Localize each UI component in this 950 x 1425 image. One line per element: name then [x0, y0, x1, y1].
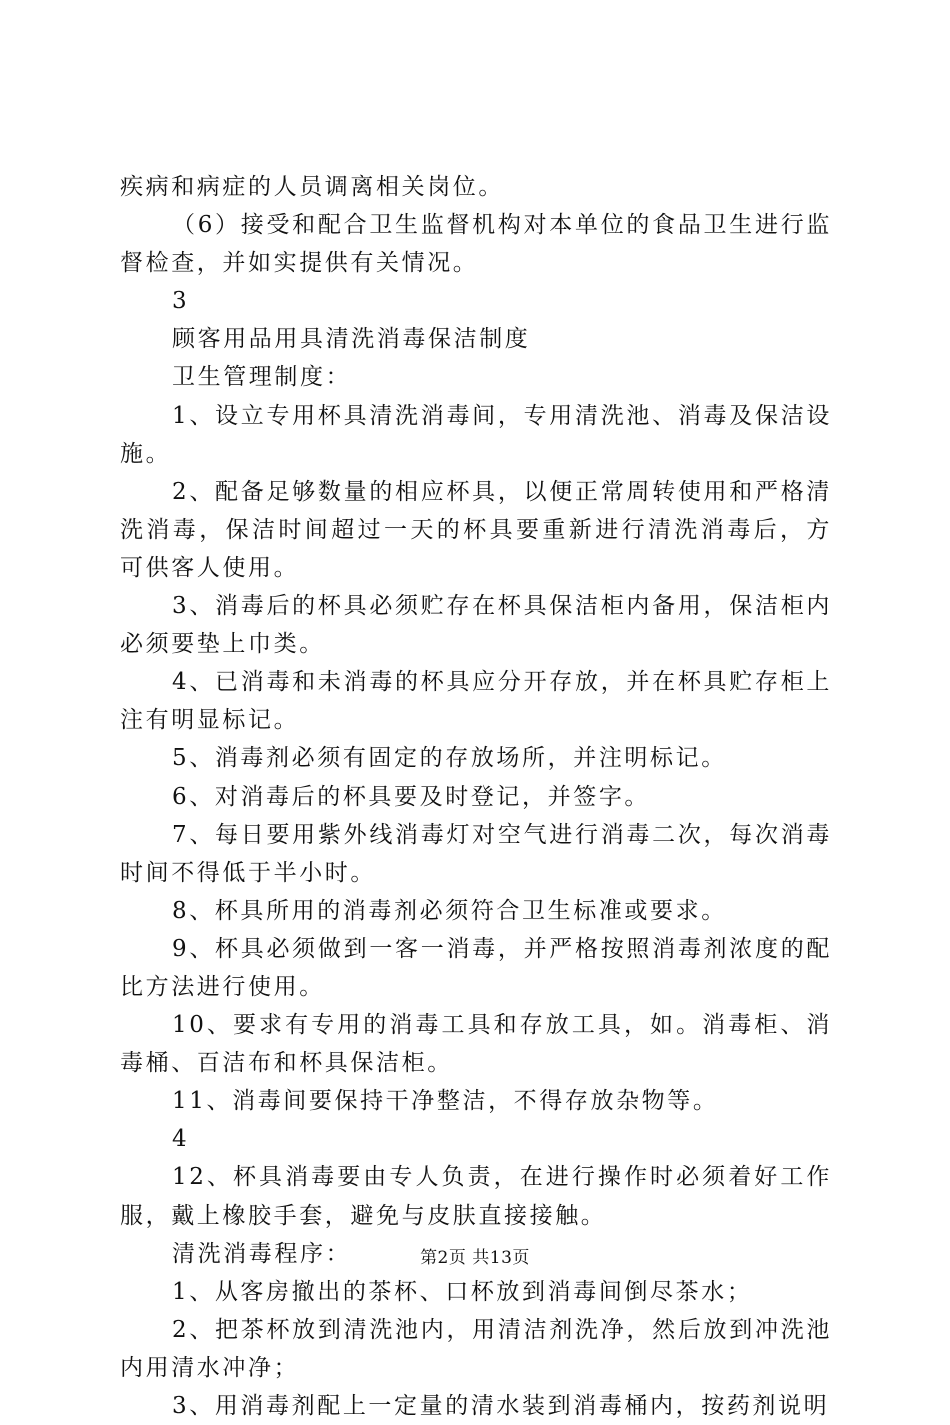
list-item: 5、消毒剂必须有固定的存放场所，并注明标记。	[172, 745, 727, 772]
list-item: 2、把茶杯放到清洗池内，用清洁剂洗净，然后放到冲洗池内用清水冲净；	[120, 1316, 832, 1381]
list-item: 12、杯具消毒要由专人负责，在进行操作时必须着好工作服，戴上橡胶手套，避免与皮肤直接接触。	[120, 1164, 832, 1229]
page-number-label: 第2页 共13页	[420, 1248, 530, 1268]
list-item: 10、要求有专用的消毒工具和存放工具，如。消毒柜、消毒桶、百洁布和杯具保洁柜。	[120, 1012, 832, 1077]
document-body	[120, 168, 832, 1425]
paragraph: （6）接受和配合卫生监督机构对本单位的食品卫生进行监督检查，并如实提供有关情况。	[120, 212, 832, 277]
paragraph: 疾病和病症的人员调离相关岗位。	[120, 174, 504, 200]
list-item: 4、已消毒和未消毒的杯具应分开存放，并在杯具贮存柜上注有明显标记。	[120, 669, 832, 734]
page-marker: 4	[172, 1126, 190, 1153]
list-item: 3、消毒后的杯具必须贮存在杯具保洁柜内备用，保洁柜内必须要垫上巾类。	[120, 593, 832, 658]
section-heading: 顾客用品用具清洗消毒保洁制度	[172, 326, 531, 353]
list-item: 2、配备足够数量的相应杯具，以便正常周转使用和严格清洗消毒，保洁时间超过一天的杯具要重新进行清洗消毒后，方可供客人使用。	[120, 478, 832, 581]
list-item: 1、设立专用杯具清洗消毒间，专用清洗池、消毒及保洁设施。	[120, 402, 832, 467]
list-item: 7、每日要用紫外线消毒灯对空气进行消毒二次，每次消毒时间不得低于半小时。	[120, 821, 832, 886]
list-item: 8、杯具所用的消毒剂必须符合卫生标准或要求。	[172, 897, 727, 924]
list-item: 3、用消毒剂配上一定量的清水装到消毒桶内，按药剂说明	[172, 1393, 830, 1419]
subsection-heading: 卫生管理制度：	[172, 364, 352, 391]
list-item: 11、消毒间要保持干净整洁，不得存放杂物等。	[172, 1088, 719, 1115]
list-item: 9、杯具必须做到一客一消毒，并严格按照消毒剂浓度的配比方法进行使用。	[120, 935, 832, 1000]
page-footer	[0, 1243, 950, 1268]
list-item: 1、从客房撤出的茶杯、口杯放到消毒间倒尽茶水；	[172, 1278, 753, 1305]
page-marker: 3	[172, 288, 190, 315]
subsection-heading: 清洗消毒程序：	[172, 1240, 352, 1267]
list-item: 6、对消毒后的杯具要及时登记，并签字。	[172, 783, 651, 810]
